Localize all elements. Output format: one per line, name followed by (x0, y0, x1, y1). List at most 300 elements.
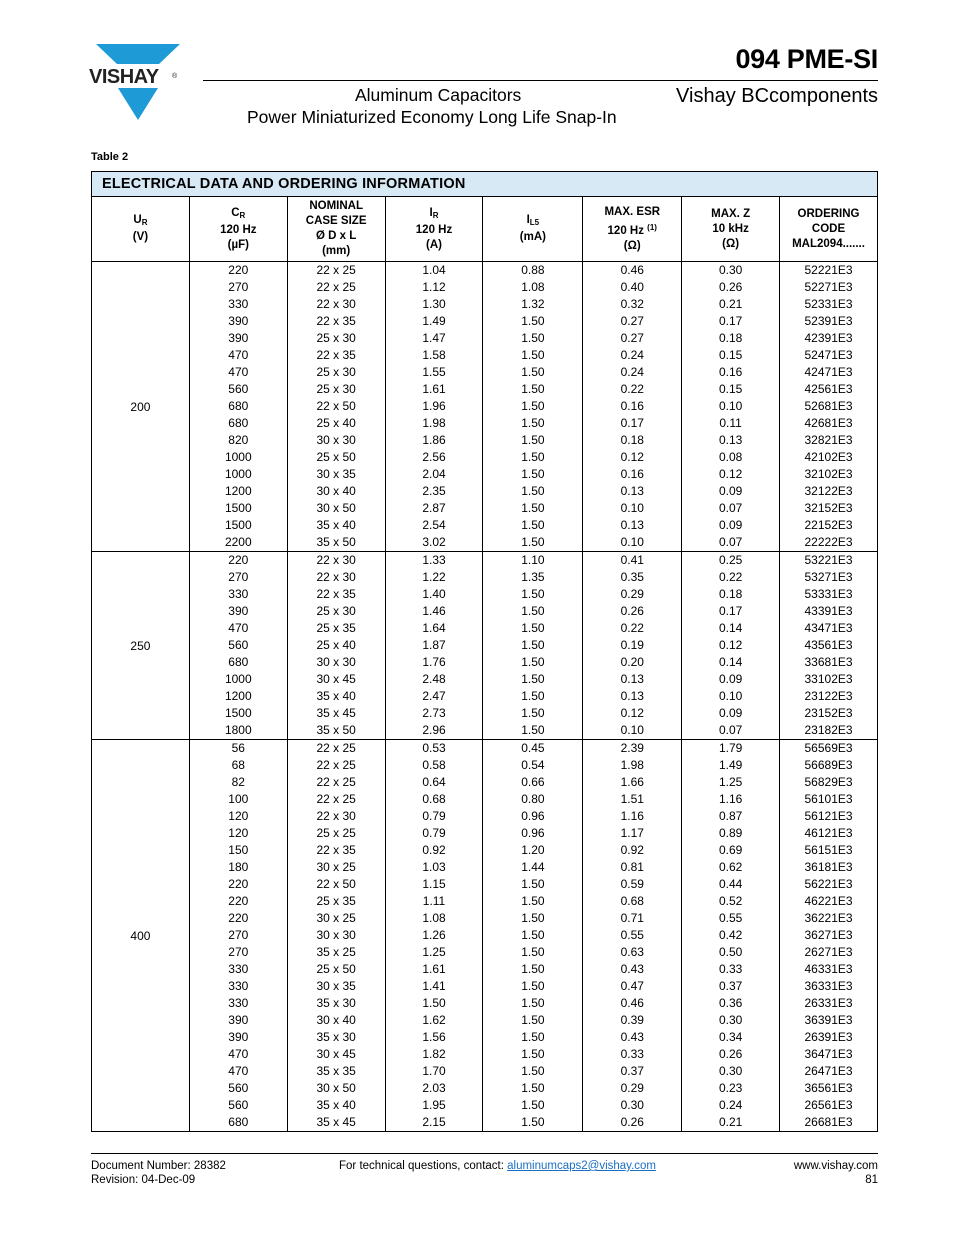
max-esr-cell: 0.33 (583, 1046, 682, 1063)
capacitance-cell: 100 (189, 791, 287, 808)
leakage-current-cell: 1.50 (483, 1046, 583, 1063)
max-esr-cell: 0.10 (583, 534, 682, 552)
max-z-cell: 1.49 (682, 757, 780, 774)
table-row (92, 808, 878, 825)
max-esr-cell: 1.16 (583, 808, 682, 825)
leakage-current-cell: 0.88 (483, 262, 583, 280)
table-row (92, 825, 878, 842)
capacitance-cell: 470 (189, 347, 287, 364)
ripple-current-cell: 1.61 (385, 961, 483, 978)
case-size-cell: 25 x 50 (287, 449, 385, 466)
ripple-current-cell: 1.96 (385, 398, 483, 415)
max-esr-cell: 0.16 (583, 466, 682, 483)
leakage-current-cell: 0.45 (483, 740, 583, 758)
capacitance-cell: 120 (189, 825, 287, 842)
case-size-cell: 25 x 30 (287, 381, 385, 398)
leakage-current-cell: 1.20 (483, 842, 583, 859)
max-esr-cell: 0.71 (583, 910, 682, 927)
max-esr-cell: 0.22 (583, 381, 682, 398)
vishay-logo (88, 44, 184, 124)
leakage-current-cell: 0.80 (483, 791, 583, 808)
max-z-cell: 0.09 (682, 705, 780, 722)
capacitance-cell: 390 (189, 1012, 287, 1029)
max-esr-cell: 0.27 (583, 330, 682, 347)
ordering-code-cell: 32122E3 (780, 483, 878, 500)
ripple-current-cell: 1.22 (385, 569, 483, 586)
ripple-current-cell: 0.64 (385, 774, 483, 791)
leakage-current-cell: 1.50 (483, 1012, 583, 1029)
rated-voltage-cell: 400 (92, 740, 190, 1132)
leakage-current-cell: 1.50 (483, 330, 583, 347)
ripple-current-cell: 3.02 (385, 534, 483, 552)
case-size-cell: 30 x 30 (287, 927, 385, 944)
capacitance-cell: 390 (189, 313, 287, 330)
table-row (92, 603, 878, 620)
ordering-code-cell: 33681E3 (780, 654, 878, 671)
ripple-current-cell: 1.76 (385, 654, 483, 671)
case-size-cell: 35 x 30 (287, 995, 385, 1012)
ordering-code-cell: 26471E3 (780, 1063, 878, 1080)
ripple-current-cell: 2.54 (385, 517, 483, 534)
case-size-cell: 22 x 30 (287, 552, 385, 570)
max-z-cell: 0.09 (682, 517, 780, 534)
max-esr-cell: 0.13 (583, 688, 682, 705)
ripple-current-cell: 1.12 (385, 279, 483, 296)
ripple-current-cell: 1.30 (385, 296, 483, 313)
ripple-current-cell: 1.70 (385, 1063, 483, 1080)
ripple-current-cell: 0.79 (385, 825, 483, 842)
ripple-current-cell: 0.58 (385, 757, 483, 774)
ripple-current-cell: 0.92 (385, 842, 483, 859)
ripple-current-cell: 2.15 (385, 1114, 483, 1132)
capacitance-cell: 680 (189, 398, 287, 415)
leakage-current-cell: 1.50 (483, 1080, 583, 1097)
capacitance-cell: 470 (189, 1063, 287, 1080)
max-z-cell: 0.10 (682, 688, 780, 705)
max-z-cell: 0.21 (682, 296, 780, 313)
capacitance-cell: 1000 (189, 466, 287, 483)
leakage-current-cell: 1.50 (483, 671, 583, 688)
table-banner: ELECTRICAL DATA AND ORDERING INFORMATION (92, 172, 878, 197)
leakage-current-cell: 1.50 (483, 688, 583, 705)
ordering-code-cell: 26681E3 (780, 1114, 878, 1132)
case-size-cell: 30 x 45 (287, 671, 385, 688)
max-z-cell: 0.18 (682, 330, 780, 347)
leakage-current-cell: 1.50 (483, 534, 583, 552)
max-esr-cell: 0.46 (583, 995, 682, 1012)
max-z-cell: 0.15 (682, 381, 780, 398)
max-z-cell: 0.26 (682, 1046, 780, 1063)
max-esr-cell: 1.51 (583, 791, 682, 808)
max-esr-cell: 0.39 (583, 1012, 682, 1029)
max-z-cell: 0.17 (682, 603, 780, 620)
table-row (92, 859, 878, 876)
ordering-code-cell: 42391E3 (780, 330, 878, 347)
max-z-cell: 0.37 (682, 978, 780, 995)
table-row (92, 688, 878, 705)
capacitance-cell: 330 (189, 995, 287, 1012)
max-esr-cell: 0.43 (583, 961, 682, 978)
leakage-current-cell: 1.50 (483, 995, 583, 1012)
leakage-current-cell: 1.50 (483, 347, 583, 364)
max-esr-cell: 0.16 (583, 398, 682, 415)
rated-voltage-cell: 200 (92, 262, 190, 552)
max-z-cell: 0.22 (682, 569, 780, 586)
case-size-cell: 22 x 35 (287, 842, 385, 859)
table-row (92, 586, 878, 603)
capacitance-cell: 390 (189, 603, 287, 620)
ordering-code-cell: 56121E3 (780, 808, 878, 825)
ordering-code-cell: 53331E3 (780, 586, 878, 603)
ordering-code-cell: 42471E3 (780, 364, 878, 381)
capacitance-cell: 330 (189, 961, 287, 978)
leakage-current-cell: 1.50 (483, 603, 583, 620)
case-size-cell: 30 x 25 (287, 859, 385, 876)
ordering-code-cell: 52471E3 (780, 347, 878, 364)
ordering-code-cell: 52221E3 (780, 262, 878, 280)
table-row (92, 517, 878, 534)
contact-email-link[interactable]: aluminumcaps2@vishay.com (507, 1160, 657, 1172)
max-esr-cell: 0.18 (583, 432, 682, 449)
leakage-current-cell: 0.66 (483, 774, 583, 791)
table-row (92, 1012, 878, 1029)
max-z-cell: 0.08 (682, 449, 780, 466)
col-header-ir: $I_R$ 120 Hz (A) (385, 197, 483, 262)
leakage-current-cell: 1.50 (483, 978, 583, 995)
case-size-cell: 22 x 30 (287, 569, 385, 586)
capacitance-cell: 1800 (189, 722, 287, 740)
capacitance-cell: 470 (189, 364, 287, 381)
subtitle-line-1: Aluminum Capacitors (355, 85, 522, 105)
ordering-code-cell: 46331E3 (780, 961, 878, 978)
leakage-current-cell: 1.50 (483, 1063, 583, 1080)
ordering-code-cell: 43391E3 (780, 603, 878, 620)
max-z-cell: 0.36 (682, 995, 780, 1012)
capacitance-cell: 680 (189, 415, 287, 432)
max-z-cell: 0.30 (682, 262, 780, 280)
leakage-current-cell: 1.50 (483, 722, 583, 740)
ripple-current-cell: 1.64 (385, 620, 483, 637)
ripple-current-cell: 1.11 (385, 893, 483, 910)
leakage-current-cell: 1.50 (483, 432, 583, 449)
table-body (92, 262, 878, 1132)
table-row (92, 637, 878, 654)
table-row (92, 1029, 878, 1046)
footer-contact (339, 1159, 656, 1173)
ordering-code-cell: 52681E3 (780, 398, 878, 415)
table-row (92, 1080, 878, 1097)
max-z-cell: 0.11 (682, 415, 780, 432)
table-row (92, 893, 878, 910)
leakage-current-cell: 1.50 (483, 381, 583, 398)
ordering-code-cell: 26561E3 (780, 1097, 878, 1114)
document-number: Document Number: 28382 (91, 1160, 226, 1172)
capacitance-cell: 270 (189, 944, 287, 961)
max-esr-cell: 0.10 (583, 500, 682, 517)
ripple-current-cell: 1.33 (385, 552, 483, 570)
max-z-cell: 0.18 (682, 586, 780, 603)
ripple-current-cell: 1.15 (385, 876, 483, 893)
case-size-cell: 22 x 25 (287, 791, 385, 808)
case-size-cell: 22 x 50 (287, 398, 385, 415)
case-size-cell: 35 x 25 (287, 944, 385, 961)
capacitance-cell: 270 (189, 279, 287, 296)
capacitance-cell: 820 (189, 432, 287, 449)
ordering-code-cell: 56689E3 (780, 757, 878, 774)
case-size-cell: 30 x 30 (287, 432, 385, 449)
ordering-code-cell: 43561E3 (780, 637, 878, 654)
max-esr-cell: 0.30 (583, 1097, 682, 1114)
case-size-cell: 30 x 40 (287, 483, 385, 500)
ordering-code-cell: 32152E3 (780, 500, 878, 517)
table-row (92, 1097, 878, 1114)
ripple-current-cell: 1.26 (385, 927, 483, 944)
case-size-cell: 25 x 30 (287, 603, 385, 620)
max-esr-cell: 0.40 (583, 279, 682, 296)
max-esr-cell: 0.12 (583, 449, 682, 466)
capacitance-cell: 120 (189, 808, 287, 825)
col-header-max-esr: MAX. ESR 120 Hz $^{(1)}$ (Ω) (583, 197, 682, 262)
max-esr-cell: 0.46 (583, 262, 682, 280)
col-header-case-size: NOMINAL CASE SIZE Ø D x L (mm) (287, 197, 385, 262)
ordering-code-cell: 26271E3 (780, 944, 878, 961)
ripple-current-cell: 2.56 (385, 449, 483, 466)
max-z-cell: 0.13 (682, 432, 780, 449)
table-row (92, 552, 878, 570)
ripple-current-cell: 2.96 (385, 722, 483, 740)
max-esr-cell: 0.17 (583, 415, 682, 432)
table-row (92, 279, 878, 296)
ripple-current-cell: 2.73 (385, 705, 483, 722)
max-esr-cell: 0.22 (583, 620, 682, 637)
capacitance-cell: 330 (189, 586, 287, 603)
max-esr-cell: 0.35 (583, 569, 682, 586)
capacitance-cell: 330 (189, 296, 287, 313)
col-header-ordering-code: ORDERING CODE MAL2094....... (780, 197, 878, 262)
subtitle-line-2: Power Miniaturized Economy Long Life Snap-In (247, 107, 617, 127)
max-z-cell: 0.25 (682, 552, 780, 570)
max-z-cell: 0.33 (682, 961, 780, 978)
table-row (92, 620, 878, 637)
table-row (92, 381, 878, 398)
ripple-current-cell: 0.79 (385, 808, 483, 825)
case-size-cell: 25 x 35 (287, 893, 385, 910)
ordering-code-cell: 36181E3 (780, 859, 878, 876)
max-esr-cell: 0.32 (583, 296, 682, 313)
leakage-current-cell: 1.50 (483, 466, 583, 483)
max-esr-cell: 0.13 (583, 517, 682, 534)
ordering-code-cell: 36471E3 (780, 1046, 878, 1063)
max-z-cell: 0.09 (682, 671, 780, 688)
table-row (92, 330, 878, 347)
capacitance-cell: 390 (189, 330, 287, 347)
max-esr-cell: 0.41 (583, 552, 682, 570)
max-esr-cell: 0.13 (583, 671, 682, 688)
leakage-current-cell: 0.96 (483, 825, 583, 842)
electrical-data-table (91, 171, 878, 1132)
ordering-code-cell: 23152E3 (780, 705, 878, 722)
table-row (92, 347, 878, 364)
case-size-cell: 22 x 25 (287, 279, 385, 296)
case-size-cell: 30 x 50 (287, 500, 385, 517)
max-esr-cell: 0.55 (583, 927, 682, 944)
max-esr-cell: 0.20 (583, 654, 682, 671)
capacitance-cell: 1500 (189, 705, 287, 722)
max-z-cell: 0.07 (682, 722, 780, 740)
ripple-current-cell: 2.47 (385, 688, 483, 705)
table-row (92, 569, 878, 586)
capacitance-cell: 560 (189, 381, 287, 398)
case-size-cell: 22 x 25 (287, 262, 385, 280)
ordering-code-cell: 36331E3 (780, 978, 878, 995)
max-z-cell: 0.44 (682, 876, 780, 893)
ordering-code-cell: 32821E3 (780, 432, 878, 449)
ordering-code-cell: 56151E3 (780, 842, 878, 859)
ordering-code-cell: 56101E3 (780, 791, 878, 808)
table-row (92, 432, 878, 449)
leakage-current-cell: 1.35 (483, 569, 583, 586)
table-row (92, 722, 878, 740)
case-size-cell: 25 x 40 (287, 415, 385, 432)
capacitance-cell: 680 (189, 654, 287, 671)
leakage-current-cell: 1.50 (483, 876, 583, 893)
leakage-current-cell: 1.50 (483, 415, 583, 432)
max-z-cell: 0.52 (682, 893, 780, 910)
rated-voltage-cell: 250 (92, 552, 190, 740)
ordering-code-cell: 53271E3 (780, 569, 878, 586)
svg-text:®: ® (172, 73, 178, 80)
max-z-cell: 0.07 (682, 500, 780, 517)
table-row (92, 791, 878, 808)
capacitance-cell: 56 (189, 740, 287, 758)
ordering-code-cell: 36221E3 (780, 910, 878, 927)
capacitance-cell: 1000 (189, 671, 287, 688)
leakage-current-cell: 1.50 (483, 1097, 583, 1114)
leakage-current-cell: 1.50 (483, 637, 583, 654)
ordering-code-cell: 26391E3 (780, 1029, 878, 1046)
max-esr-cell: 0.10 (583, 722, 682, 740)
ordering-code-cell: 36391E3 (780, 1012, 878, 1029)
max-esr-cell: 2.39 (583, 740, 682, 758)
max-z-cell: 0.50 (682, 944, 780, 961)
leakage-current-cell: 0.96 (483, 808, 583, 825)
max-z-cell: 0.14 (682, 654, 780, 671)
table-row (92, 534, 878, 552)
ordering-code-cell: 56221E3 (780, 876, 878, 893)
table-row (92, 483, 878, 500)
case-size-cell: 22 x 50 (287, 876, 385, 893)
ripple-current-cell: 1.41 (385, 978, 483, 995)
ordering-code-cell: 26331E3 (780, 995, 878, 1012)
table-row (92, 995, 878, 1012)
case-size-cell: 22 x 35 (287, 586, 385, 603)
max-z-cell: 0.30 (682, 1063, 780, 1080)
leakage-current-cell: 1.10 (483, 552, 583, 570)
case-size-cell: 22 x 25 (287, 757, 385, 774)
max-esr-cell: 0.37 (583, 1063, 682, 1080)
ordering-code-cell: 53221E3 (780, 552, 878, 570)
table-row (92, 757, 878, 774)
case-size-cell: 35 x 35 (287, 1063, 385, 1080)
ripple-current-cell: 1.40 (385, 586, 483, 603)
ripple-current-cell: 1.86 (385, 432, 483, 449)
max-esr-cell: 1.17 (583, 825, 682, 842)
max-esr-cell: 0.24 (583, 364, 682, 381)
ripple-current-cell: 1.47 (385, 330, 483, 347)
max-esr-cell: 0.59 (583, 876, 682, 893)
max-z-cell: 0.42 (682, 927, 780, 944)
table-row (92, 296, 878, 313)
max-esr-cell: 0.29 (583, 586, 682, 603)
case-size-cell: 22 x 25 (287, 740, 385, 758)
capacitance-cell: 220 (189, 893, 287, 910)
capacitance-cell: 560 (189, 1080, 287, 1097)
max-esr-cell: 0.81 (583, 859, 682, 876)
ordering-code-cell: 46221E3 (780, 893, 878, 910)
table-row (92, 466, 878, 483)
leakage-current-cell: 1.50 (483, 705, 583, 722)
max-z-cell: 0.17 (682, 313, 780, 330)
max-z-cell: 0.09 (682, 483, 780, 500)
table-row (92, 910, 878, 927)
table-row (92, 876, 878, 893)
document-title: 094 PME-SI (735, 44, 878, 74)
max-z-cell: 0.12 (682, 466, 780, 483)
svg-text:VISHAY: VISHAY (89, 66, 159, 88)
max-z-cell: 0.12 (682, 637, 780, 654)
case-size-cell: 35 x 40 (287, 1097, 385, 1114)
capacitance-cell: 1500 (189, 517, 287, 534)
col-header-ur: $U_R$ (V) (92, 197, 190, 262)
capacitance-cell: 220 (189, 552, 287, 570)
ripple-current-cell: 1.04 (385, 262, 483, 280)
footer-rule (91, 1153, 878, 1154)
max-esr-cell: 0.24 (583, 347, 682, 364)
table-row (92, 1114, 878, 1132)
max-z-cell: 1.79 (682, 740, 780, 758)
max-esr-cell: 1.66 (583, 774, 682, 791)
table-row (92, 398, 878, 415)
capacitance-cell: 1500 (189, 500, 287, 517)
ordering-code-cell: 42561E3 (780, 381, 878, 398)
max-z-cell: 0.21 (682, 1114, 780, 1132)
leakage-current-cell: 1.50 (483, 483, 583, 500)
table-row (92, 449, 878, 466)
capacitance-cell: 220 (189, 910, 287, 927)
page-number: 81 (865, 1174, 878, 1186)
max-z-cell: 0.87 (682, 808, 780, 825)
ordering-code-cell: 33102E3 (780, 671, 878, 688)
case-size-cell: 30 x 25 (287, 910, 385, 927)
ripple-current-cell: 1.56 (385, 1029, 483, 1046)
table-row (92, 415, 878, 432)
max-esr-cell: 0.47 (583, 978, 682, 995)
ripple-current-cell: 2.35 (385, 483, 483, 500)
case-size-cell: 35 x 40 (287, 688, 385, 705)
ordering-code-cell: 43471E3 (780, 620, 878, 637)
case-size-cell: 22 x 30 (287, 296, 385, 313)
table-row (92, 774, 878, 791)
case-size-cell: 30 x 40 (287, 1012, 385, 1029)
table-row (92, 364, 878, 381)
table-row (92, 944, 878, 961)
case-size-cell: 30 x 35 (287, 466, 385, 483)
case-size-cell: 22 x 25 (287, 774, 385, 791)
max-z-cell: 0.24 (682, 1097, 780, 1114)
brand-name: Vishay BCcomponents (676, 85, 878, 107)
ripple-current-cell: 1.82 (385, 1046, 483, 1063)
max-z-cell: 0.10 (682, 398, 780, 415)
